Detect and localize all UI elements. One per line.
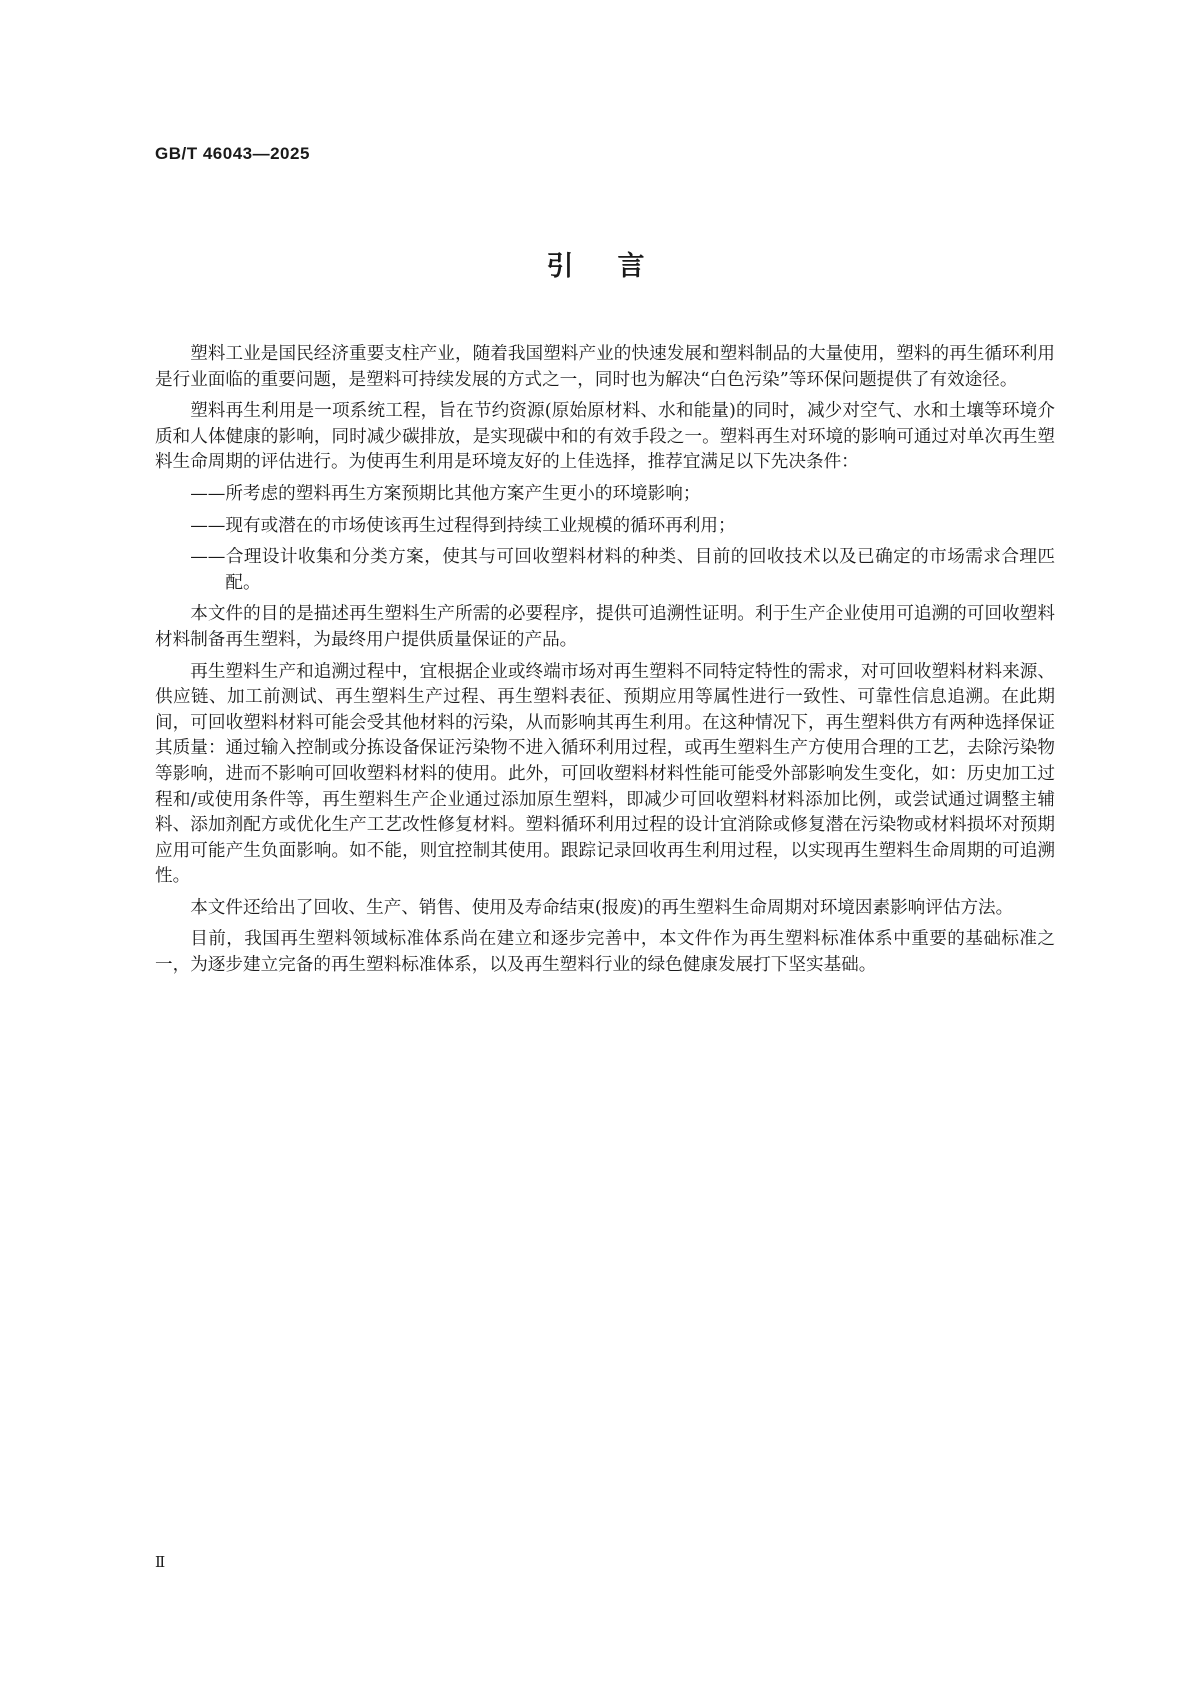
list-item: ——所考虑的塑料再生方案预期比其他方案产生更小的环境影响；	[190, 483, 701, 504]
paragraph: 再生塑料生产和追溯过程中，宜根据企业或终端市场对再生塑料不同特定特性的需求，对可回收塑料材料来源、供应链、加工前测试、再生塑料生产过程、再生塑料表征、预期应用等属性进行一致性、可靠性信息追溯。在此期间，可回收塑料材料可能会受其他材料的污染，从而影响其再生利用。在这种情况下，再生塑料供方有两种选择保证其质量：通过输入控制或分拣设备保证污染物不进入循环利用过程，或再生塑料生产方使用合理的工艺，去除污染物等影响，进而不影响可回收塑料材料的使用。此外，可回收塑料材料性能可能受外部影响发生变化，如：历史加工过程和/或使用条件等，再生塑料生产企业通过添加原生塑料，即减少可回收塑料材料添加比例，或尝试通过调整主辅料、添加剂配方或优化生产工艺改性修复材料。塑料循环利用过程的设计宜消除或修复潜在污染物或材料损坏对预期应用可能产生负面影响。如不能，则宜控制其使用。跟踪记录回收再生利用过程，以实现再生塑料生命周期的可追溯性。	[155, 661, 1055, 887]
paragraph: 本文件的目的是描述再生塑料生产所需的必要程序，提供可追溯性证明。利于生产企业使用可追溯的可回收塑料材料制备再生塑料，为最终用户提供质量保证的产品。	[155, 604, 1055, 650]
paragraph: 目前，我国再生塑料领域标准体系尚在建立和逐步完善中，本文件作为再生塑料标准体系中重要的基础标准之一，为逐步建立完备的再生塑料标准体系，以及再生塑料行业的绿色健康发展打下坚实基础。	[155, 929, 1055, 976]
page-title: 引言	[546, 251, 689, 282]
standard-number: GB/T 46043—2025	[155, 144, 310, 163]
paragraph: 本文件还给出了回收、生产、销售、使用及寿命结束(报废)的再生塑料生命周期对环境因素影响评估方法。	[190, 897, 1014, 918]
paragraph: 塑料工业是国民经济重要支柱产业，随着我国塑料产业的快速发展和塑料制品的大量使用，塑料的再生循环利用是行业面临的重要问题，是塑料可持续发展的方式之一，同时也为解决“白色污染”等环保问题提供了有效途径。	[155, 344, 1055, 390]
list-item: ——现有或潜在的市场使该再生过程得到持续工业规模的循环再利用；	[190, 515, 736, 536]
list-item: ——合理设计收集和分类方案，使其与可回收塑料材料的种类、目前的回收技术以及已确定的市场需求合理匹配。	[190, 547, 1055, 593]
document-body	[155, 342, 1055, 985]
page-number: Ⅱ	[155, 1553, 166, 1571]
paragraph: 塑料再生利用是一项系统工程，旨在节约资源(原始原材料、水和能量)的同时，减少对空气、水和土壤等环境介质和人体健康的影响，同时减少碳排放，是实现碳中和的有效手段之一。塑料再生对环境的影响可通过对单次再生塑料生命周期的评估进行。为使再生利用是环境友好的上佳选择，推荐宜满足以下先决条件：	[155, 401, 1055, 473]
